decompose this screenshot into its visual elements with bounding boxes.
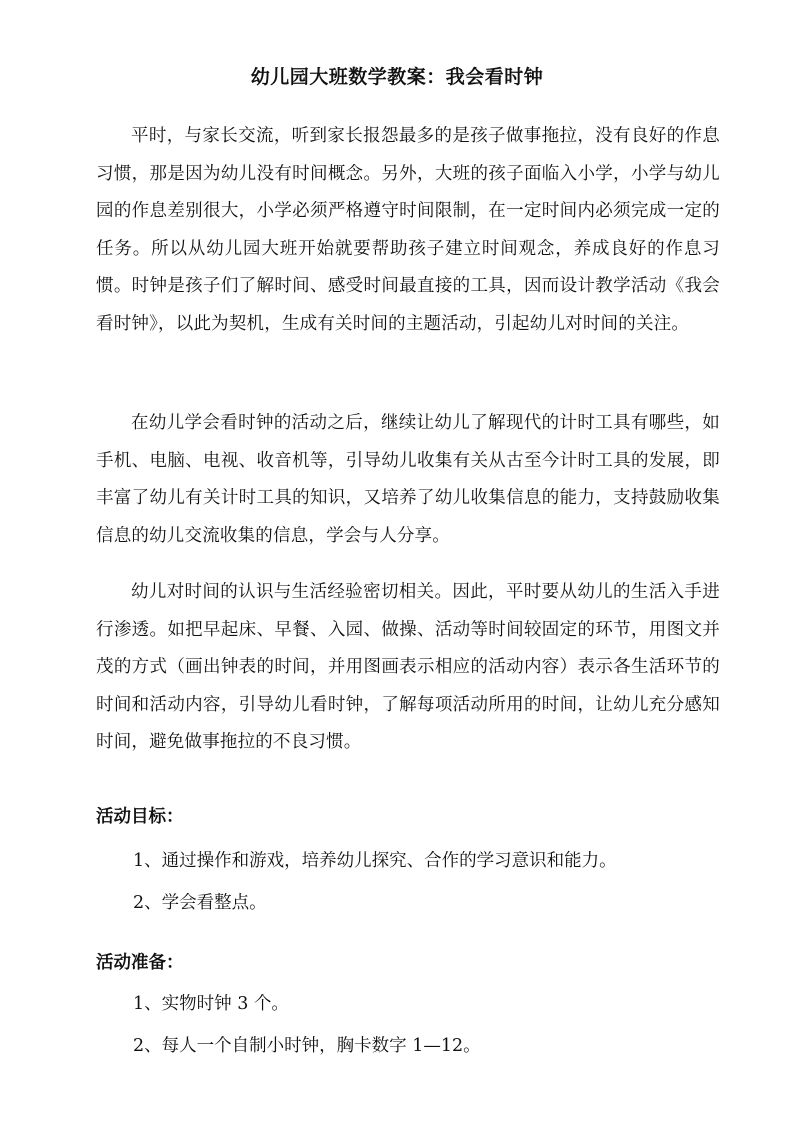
- section-heading-goals: 活动目标：: [96, 807, 184, 827]
- paragraph-daily-life: 幼儿对时间的认识与生活经验密切相关。因此，平时要从幼儿的生活入手进行渗透。如把早起床、早餐、入园、做操、活动等时间较固定的环节，用图文并茂的方式（画出钟表的时间，并用图画表示相应的活动内容）表示各生活环节的时间和活动内容，引导幼儿看时钟，了解每项活动所用的时间，让幼儿充分感知时间，避免做事拖拉的不良习惯。: [96, 582, 720, 752]
- document-title: 幼儿园大班数学教案：我会看时钟: [250, 66, 544, 88]
- paragraph-intro: 平时，与家长交流，听到家长报怨最多的是孩子做事拖拉，没有良好的作息习惯，那是因为幼儿没有时间概念。另外，大班的孩子面临入小学，小学与幼儿园的作息差别很大，小学必须严格遵守时间限制，在一定时间内必须完成一定的任务。所以从幼儿园大班开始就要帮助孩子建立时间观念，养成良好的作息习惯。时钟是孩子们了解时间、感受时间最直接的工具，因而设计教学活动《我会看时钟》，以此为契机，生成有关时间的主题活动，引起幼儿对时间的关注。: [96, 126, 720, 334]
- goal-item: 1、通过操作和游戏，培养幼儿探究、合作的学习意识和能力。: [133, 851, 617, 871]
- preparation-item: 2、每人一个自制小时钟，胸卡数字 1—12。: [133, 1036, 481, 1056]
- preparation-item: 1、实物时钟 3 个。: [133, 994, 289, 1014]
- paragraph-timing-tools: 在幼儿学会看时钟的活动之后，继续让幼儿了解现代的计时工具有哪些，如手机、电脑、电视、收音机等，引导幼儿收集有关从古至今计时工具的发展，即丰富了幼儿有关计时工具的知识，又培养了幼儿收集信息的能力，支持鼓励收集信息的幼儿交流收集的信息，学会与人分享。: [96, 413, 720, 546]
- section-heading-preparation: 活动准备：: [96, 953, 184, 973]
- goal-item: 2、学会看整点。: [133, 893, 267, 913]
